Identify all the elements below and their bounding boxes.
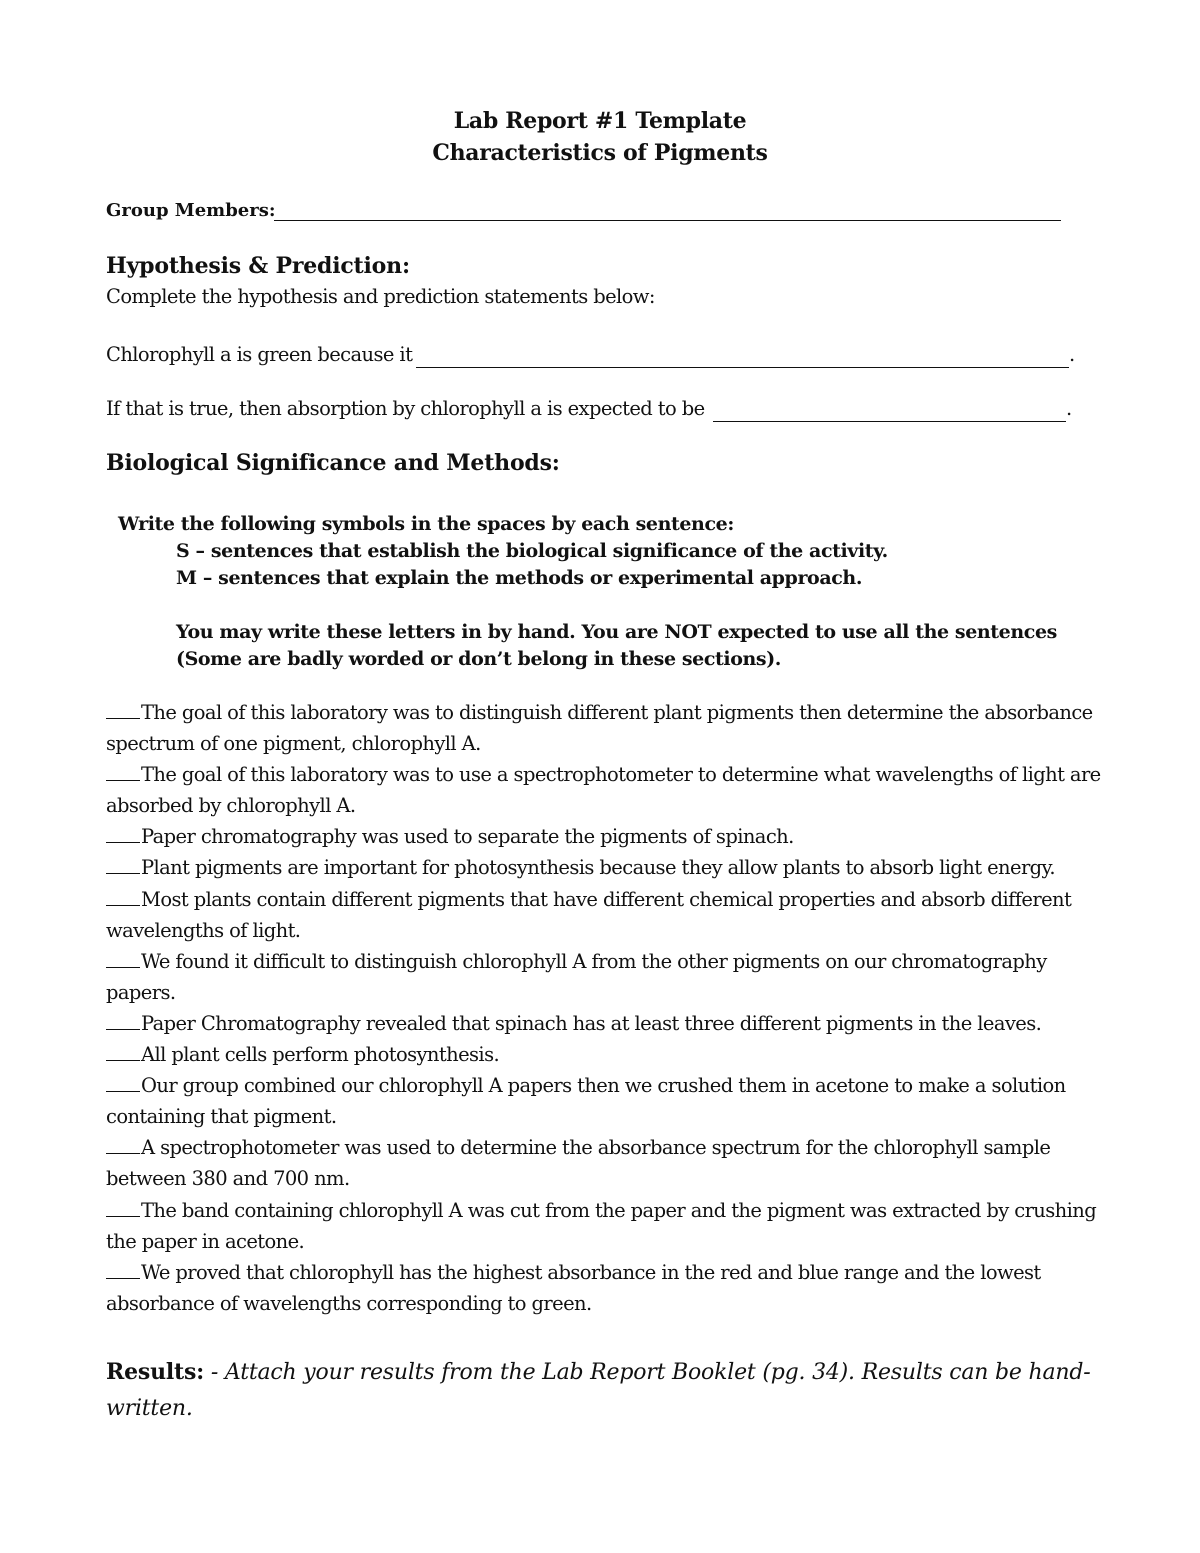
results-section bbox=[106, 1354, 1106, 1427]
list-item bbox=[106, 946, 1106, 1008]
sentence-text: The goal of this laboratory was to distinguish different plant pigments then determine the absorbance spectrum of one pigment, chlorophyll A. bbox=[106, 701, 1093, 756]
list-item bbox=[106, 884, 1106, 946]
list-item bbox=[106, 1132, 1106, 1194]
group-members-field[interactable] bbox=[274, 220, 1061, 221]
symbol-blank[interactable] bbox=[106, 1042, 140, 1061]
symbol-blank[interactable] bbox=[106, 1073, 140, 1092]
symbol-s-definition: S – sentences that establish the biological significance of the activity. bbox=[176, 540, 888, 562]
hypothesis-answer-field[interactable] bbox=[416, 367, 1069, 368]
symbol-blank[interactable] bbox=[106, 762, 140, 781]
list-item bbox=[106, 1008, 1106, 1039]
sentence-text: A spectrophotometer was used to determine the absorbance spectrum for the chlorophyll sample between 380 and 700 nm. bbox=[106, 1136, 1051, 1191]
prediction-answer-field[interactable] bbox=[713, 421, 1066, 422]
symbol-blank[interactable] bbox=[106, 1260, 140, 1279]
list-item bbox=[106, 1257, 1106, 1319]
symbol-m-definition: M – sentences that explain the methods or experimental approach. bbox=[176, 567, 863, 589]
list-item bbox=[106, 852, 1106, 883]
hypothesis-instruction: Complete the hypothesis and prediction statements below: bbox=[106, 285, 655, 308]
sentence-text: The goal of this laboratory was to use a spectrophotometer to determine what wavelengths of light are absorbed by chlorophyll A. bbox=[106, 763, 1101, 818]
list-item bbox=[106, 821, 1106, 852]
sentence-text: Plant pigments are important for photosynthesis because they allow plants to absorb light energy. bbox=[141, 856, 1055, 880]
handwriting-note-line1: You may write these letters in by hand. You are NOT expected to use all the sentences bbox=[176, 621, 1057, 643]
sentence-text: Most plants contain different pigments that have different chemical properties and absorb different wavelengths of light. bbox=[106, 887, 1072, 942]
list-item bbox=[106, 1039, 1106, 1070]
group-members-label: Group Members: bbox=[106, 200, 276, 221]
list-item bbox=[106, 1195, 1106, 1257]
symbol-blank[interactable] bbox=[106, 1135, 140, 1154]
symbol-blank[interactable] bbox=[106, 855, 140, 874]
results-instruction: - Attach your results from the Lab Report Booklet (pg. 34). Results can be hand-written. bbox=[106, 1360, 1091, 1421]
methods-heading: Biological Significance and Methods: bbox=[106, 450, 560, 476]
prediction-statement-prefix: If that is true, then absorption by chlorophyll a is expected to be bbox=[106, 397, 705, 420]
sentence-text: All plant cells perform photosynthesis. bbox=[141, 1043, 500, 1067]
list-item bbox=[106, 759, 1106, 821]
results-label: Results: bbox=[106, 1359, 205, 1385]
symbol-blank[interactable] bbox=[106, 1011, 140, 1030]
handwriting-note-line2: (Some are badly worded or don’t belong in these sections). bbox=[176, 648, 781, 670]
symbols-instruction: Write the following symbols in the spaces by each sentence: bbox=[118, 513, 734, 535]
sentence-text: Our group combined our chlorophyll A papers then we crushed them in acetone to make a solution containing that pigment. bbox=[106, 1074, 1066, 1129]
hypothesis-heading: Hypothesis & Prediction: bbox=[106, 253, 410, 279]
symbol-blank[interactable] bbox=[106, 887, 140, 906]
prediction-statement-period: . bbox=[1066, 397, 1072, 420]
symbol-blank[interactable] bbox=[106, 1198, 140, 1217]
hypothesis-statement-prefix: Chlorophyll a is green because it bbox=[106, 343, 413, 366]
sentence-text: The band containing chlorophyll A was cut from the paper and the pigment was extracted by crushing the paper in acetone. bbox=[106, 1198, 1097, 1253]
symbol-blank[interactable] bbox=[106, 700, 140, 719]
document-subtitle: Characteristics of Pigments bbox=[432, 140, 768, 166]
symbol-blank[interactable] bbox=[106, 949, 140, 968]
symbol-blank[interactable] bbox=[106, 824, 140, 843]
hypothesis-statement-period: . bbox=[1069, 343, 1075, 366]
document-title: Lab Report #1 Template bbox=[453, 108, 747, 134]
sentence-text: Paper Chromatography revealed that spinach has at least three different pigments in the leaves. bbox=[141, 1011, 1042, 1035]
sentence-list bbox=[106, 697, 1106, 1319]
sentence-text: We found it difficult to distinguish chlorophyll A from the other pigments on our chromatography papers. bbox=[106, 949, 1047, 1004]
sentence-text: Paper chromatography was used to separate the pigments of spinach. bbox=[141, 825, 794, 849]
sentence-text: We proved that chlorophyll has the highest absorbance in the red and blue range and the lowest absorbance of wavelengths corresponding to green. bbox=[106, 1260, 1041, 1315]
list-item bbox=[106, 697, 1106, 759]
list-item bbox=[106, 1070, 1106, 1132]
